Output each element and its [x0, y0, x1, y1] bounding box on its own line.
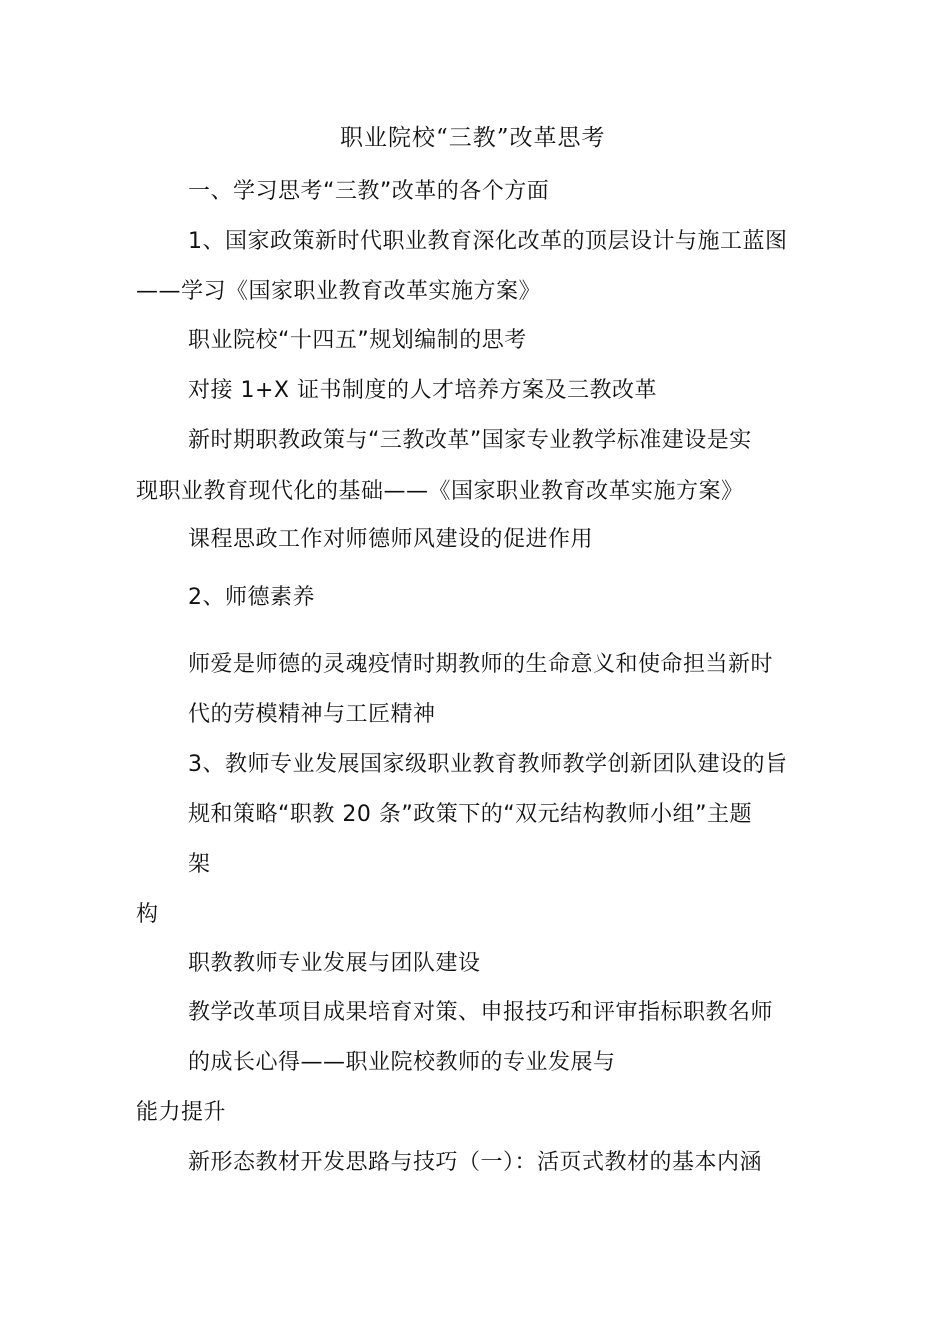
paragraph-line: 对接 1+X 证书制度的人才培养方案及三教改革: [188, 378, 657, 403]
paragraph-line: 新时期职教政策与“三教改革”国家专业教学标准建设是实: [188, 428, 752, 453]
paragraph-line: 的成长心得——职业院校教师的专业发展与: [188, 1050, 616, 1075]
section-heading-1: 一、学习思考“三教”改革的各个方面: [188, 179, 550, 204]
paragraph-line: 1、国家政策新时代职业教育深化改革的顶层设计与施工蓝图: [188, 229, 788, 254]
paragraph-line: 能力提升: [136, 1100, 227, 1125]
paragraph-line: ——学习《国家职业教育改革实施方案》: [136, 279, 542, 304]
document-title: 职业院校“三教”改革思考: [340, 125, 606, 151]
paragraph-line: 职业院校“十四五”规划编制的思考: [188, 328, 527, 353]
paragraph-line: 新形态教材开发思路与技巧（一）：活页式教材的基本内涵: [188, 1150, 763, 1175]
paragraph-line: 课程思政工作对师德师风建设的促进作用: [188, 527, 594, 552]
subsection-heading-3: 3、教师专业发展国家级职业教育教师教学创新团队建设的旨: [188, 752, 788, 777]
paragraph-line: 代的劳模精神与工匠精神: [188, 702, 436, 727]
paragraph-line: 规和策略“职教 20 条”政策下的“双元结构教师小组”主题: [188, 802, 753, 827]
paragraph-line: 架: [188, 852, 211, 877]
paragraph-line: 教学改革项目成果培育对策、申报技巧和评审指标职教名师: [188, 1000, 774, 1025]
paragraph-line: 现职业教育现代化的基础——《国家职业教育改革实施方案》: [136, 479, 744, 504]
paragraph-line: 构: [136, 902, 159, 927]
subsection-heading-2: 2、师德素养: [188, 585, 315, 610]
paragraph-line: 职教教师专业发展与团队建设: [188, 951, 481, 976]
paragraph-line: 师爱是师德的灵魂疫情时期教师的生命意义和使命担当新时: [188, 652, 774, 677]
